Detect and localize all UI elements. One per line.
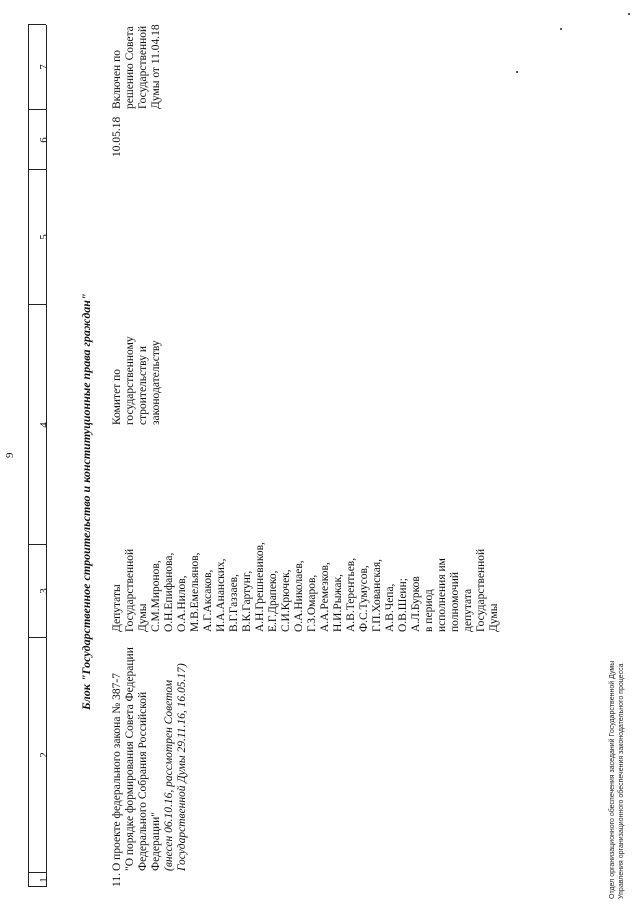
author-line: Г.З.Омаров, — [306, 574, 318, 632]
author-line: Г.П.Хованская, — [371, 558, 383, 632]
column-number-4: 4 — [38, 422, 50, 428]
author-line: Государственной — [475, 548, 487, 632]
column-number-3: 3 — [38, 588, 50, 594]
author-line: полномочий — [449, 572, 461, 632]
author-line: А.Н.Грешневиков, — [254, 542, 266, 632]
author-line: О.В.Шеин; — [397, 578, 409, 632]
col-divider — [28, 304, 46, 305]
col-divider — [28, 544, 46, 545]
section-title: Блок "Государственное строительство и конституционные права граждан" — [79, 293, 93, 710]
author-line: О.Н.Епифанова, — [163, 552, 175, 632]
committee-line: Комитет по — [111, 369, 123, 425]
author-line: М.В.Емельянов, — [189, 552, 201, 632]
author-line: А.Г.Аксаков, — [202, 569, 214, 632]
author-line: исполнения им — [436, 558, 448, 632]
remark-line: Включен по — [111, 50, 123, 109]
col-divider — [28, 24, 46, 25]
author-line: О.А.Николаев, — [293, 560, 305, 632]
author-line: В.Г.Газзаев, — [228, 574, 240, 632]
col-divider — [28, 637, 46, 638]
bill-title-line: О проекте федерального закона № 387-7 — [111, 673, 123, 871]
bill-title-line: Федерации" — [150, 811, 162, 871]
author-line: А.А.Ремезков, — [319, 562, 331, 632]
row-number: 11. — [111, 873, 123, 887]
col-divider — [28, 169, 46, 170]
committee — [111, 336, 163, 425]
bill-title-line: "О порядке формирования Совета Федерации — [124, 647, 136, 871]
author-line: депутата — [462, 588, 474, 632]
author-line: Н.И.Рыжак, — [332, 574, 344, 632]
author-line: В.К.Гартунг, — [241, 570, 253, 632]
authors-list — [111, 542, 501, 632]
committee-line: государственному — [124, 336, 136, 425]
author-line: Думы — [137, 603, 149, 632]
author-line: А.Л.Бурков — [410, 576, 422, 632]
bill-title-line: Федерального Собрания Российской — [137, 691, 149, 871]
table-top-border — [28, 25, 29, 887]
remark-line: Государственной — [137, 25, 149, 109]
column-number-6: 6 — [38, 137, 50, 143]
scan-speck — [560, 28, 562, 30]
remark — [111, 24, 163, 109]
author-line: С.И.Крючек, — [280, 569, 292, 632]
author-line: в период — [423, 589, 435, 632]
author-line: Е.Г.Драпеко, — [267, 570, 279, 632]
author-line: Думы — [488, 603, 500, 632]
bill-title — [111, 647, 189, 871]
column-number-5: 5 — [38, 234, 50, 240]
remark-line: решению Совета — [124, 26, 136, 109]
author-line: И.А.Ананских, — [215, 558, 227, 632]
bill-note-line: Государственной Думы 29.11.16, 16.05.17) — [176, 663, 188, 871]
column-number-1: 1 — [38, 877, 50, 883]
consideration-date: 10.05.18 — [111, 116, 123, 157]
author-line: А.В.Чепа, — [384, 583, 396, 632]
col-divider — [28, 109, 46, 110]
column-number-2: 2 — [38, 752, 50, 758]
footer-line: Отдел организационного обеспечения заседаний Государственной Думы — [609, 660, 616, 899]
bill-note-line: (внесен 06.10.16, рассмотрен Советом — [163, 679, 175, 871]
footer-line: Управления организационного обеспечения законодательного процесса — [618, 663, 625, 899]
scan-speck — [516, 71, 518, 73]
page-number: 9 — [4, 452, 16, 458]
committee-line: законодательству — [150, 340, 162, 425]
footer — [608, 661, 626, 899]
author-line: Депутаты — [111, 584, 123, 632]
committee-line: строительству и — [137, 346, 149, 425]
author-line: Государственной — [124, 548, 136, 632]
author-line: А.В.Терентьев, — [345, 557, 357, 632]
column-number-7: 7 — [38, 64, 50, 70]
remark-line: Думы от 11.04.18 — [150, 24, 162, 109]
author-line: С.М.Миронов, — [150, 560, 162, 632]
scan-speck — [628, 13, 630, 15]
author-line: О.А.Нилов, — [176, 575, 188, 632]
author-line: Ф.С.Тумусов, — [358, 565, 370, 632]
